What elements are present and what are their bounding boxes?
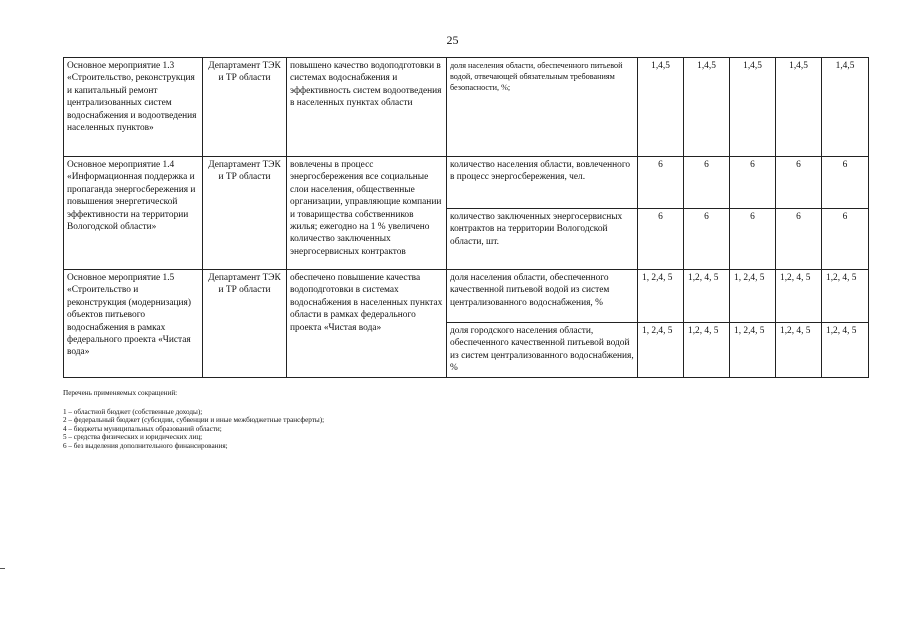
indicator-cell: количество заключенных энергосервисных контрактов на территории Вологодской области, шт. (447, 209, 638, 270)
abbreviation-item: 1 – областной бюджет (собственные доходы); (63, 407, 203, 416)
value-cell: 6 (684, 157, 730, 209)
abbreviation-item: 4 – бюджеты муниципальных образований области; (63, 424, 222, 433)
value-cell: 6 (776, 157, 822, 209)
executor-cell: Департамент ТЭК и ТР области (203, 157, 287, 270)
table-row (64, 157, 869, 209)
value-cell: 6 (730, 157, 776, 209)
value-cell: 1, 2,4, 5 (638, 270, 684, 323)
result-cell: повышено качество водоподготовки в системах водоснабжения и эффективность систем водоотведения в населенных пунктах области (287, 58, 447, 157)
abbreviation-item: 6 – без выделения дополнительного финансирования; (63, 441, 228, 450)
executor-cell: Департамент ТЭК и ТР области (203, 58, 287, 157)
value-cell: 1,4,5 (684, 58, 730, 157)
value-cell: 1,2, 4, 5 (822, 323, 869, 378)
indicator-cell: доля населения области, обеспеченного качественной питьевой водой из систем централизованного водоснабжения, % (447, 270, 638, 323)
value-cell: 6 (776, 209, 822, 270)
value-cell: 1,4,5 (638, 58, 684, 157)
table-row (64, 270, 869, 323)
scan-mark (0, 568, 5, 569)
measure-cell: Основное мероприятие 1.3 «Строительство, реконструкция и капитальный ремонт централизованных систем водоснабжения и водоотведения населенных пунктов» (64, 58, 203, 157)
value-cell: 1,4,5 (776, 58, 822, 157)
value-cell: 1,2, 4, 5 (776, 323, 822, 378)
indicator-cell: доля населения области, обеспеченного питьевой водой, отвечающей обязательным требованиям безопасности, %; (447, 58, 638, 157)
value-cell: 6 (684, 209, 730, 270)
value-cell: 6 (822, 209, 869, 270)
value-cell: 1,2, 4, 5 (684, 270, 730, 323)
value-cell: 6 (638, 209, 684, 270)
value-cell: 1,2, 4, 5 (776, 270, 822, 323)
executor-cell: Департамент ТЭК и ТР области (203, 270, 287, 378)
result-cell: вовлечены в процесс энергосбережения все социальные слои населения, общественные организации, управляющие компании и товарищества собственников жилья; ежегодно на 1 % увеличено количество заключенных энергосервисных контрактов (287, 157, 447, 270)
value-cell: 1,2, 4, 5 (684, 323, 730, 378)
value-cell: 1, 2,4, 5 (730, 323, 776, 378)
value-cell: 1,4,5 (730, 58, 776, 157)
measures-table (63, 57, 869, 378)
measure-cell: Основное мероприятие 1.5 «Строительство и реконструкция (модернизация) объектов питьевого водоснабжения в рамках федерального проекта «Чистая вода» (64, 270, 203, 378)
indicator-cell: доля городского населения области, обеспеченного качественной питьевой водой из систем централизованного водоснабжения, % (447, 323, 638, 378)
value-cell: 6 (822, 157, 869, 209)
value-cell: 6 (730, 209, 776, 270)
value-cell: 1,2, 4, 5 (822, 270, 869, 323)
value-cell: 1,4,5 (822, 58, 869, 157)
abbreviations-list (63, 389, 763, 451)
indicator-cell: количество населения области, вовлеченного в процесс энергосбережения, чел. (447, 157, 638, 209)
abbreviations-heading: Перечень применяемых сокращений: (63, 389, 178, 397)
result-cell: обеспечено повышение качества водоподготовки в системах водоснабжения в населенных пунктах области в рамках федерального проекта «Чистая вода» (287, 270, 447, 378)
page-number: 25 (446, 33, 459, 47)
value-cell: 6 (638, 157, 684, 209)
abbreviation-item: 2 – федеральный бюджет (субсидии, субвенции и иные межбюджетные трансферты); (63, 416, 325, 425)
table-row (64, 58, 869, 157)
value-cell: 1, 2,4, 5 (730, 270, 776, 323)
abbreviation-item: 5 – средства физических и юридических лиц; (63, 433, 203, 442)
measure-cell: Основное мероприятие 1.4 «Информационная поддержка и пропаганда энергосбережения и повышения энергетической эффективности на территории Вологодской области» (64, 157, 203, 270)
value-cell: 1, 2,4, 5 (638, 323, 684, 378)
